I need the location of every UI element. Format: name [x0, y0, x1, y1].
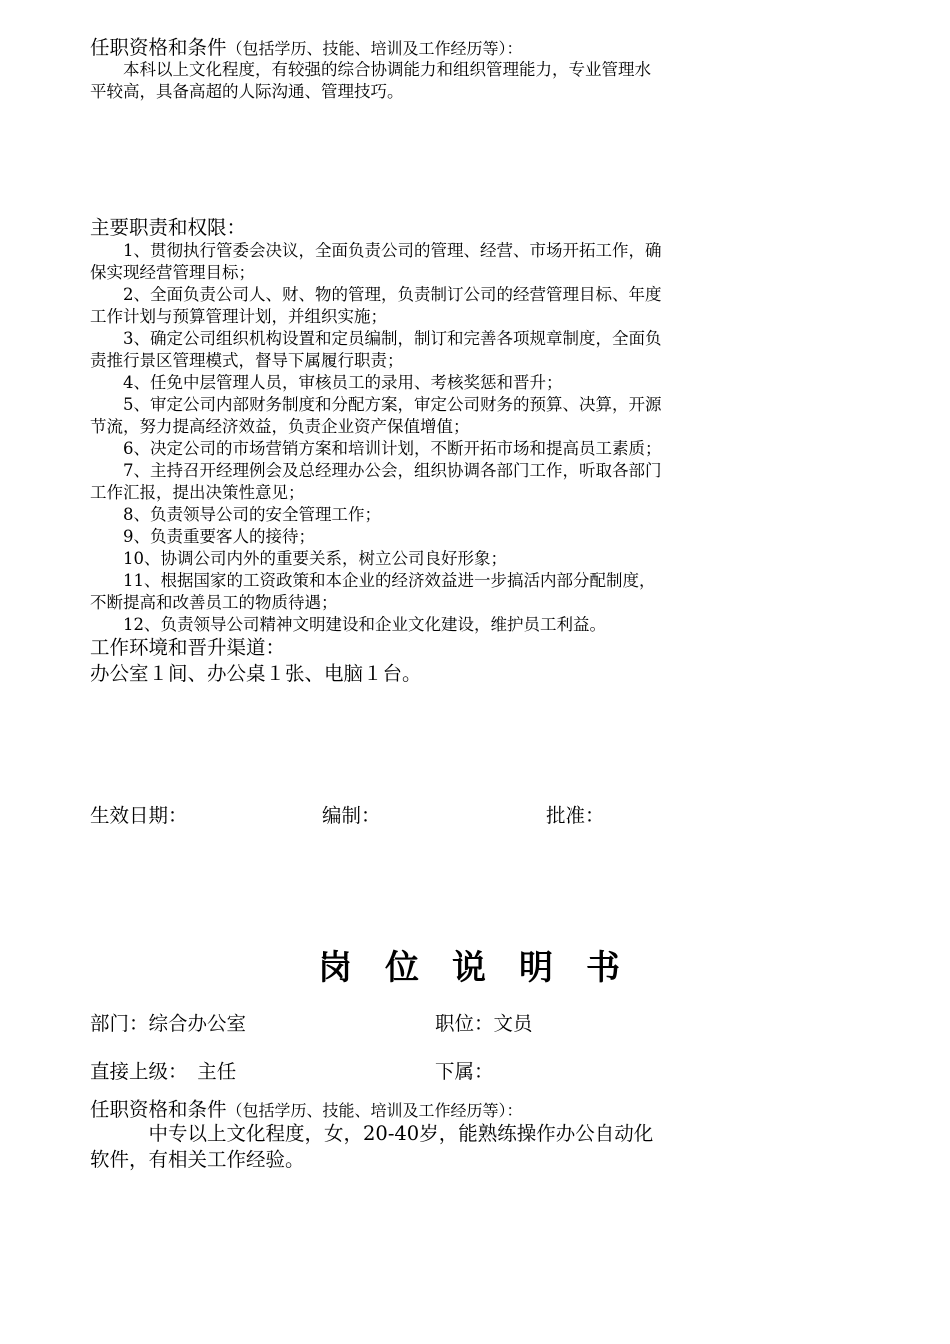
duty-line: 1、贯彻执行管委会决议，全面负责公司的管理、经营、市场开拓工作，确 — [90, 241, 662, 260]
duty-line: 11、根据国家的工资政策和本企业的经济效益进一步搞活内部分配制度， — [90, 571, 656, 590]
duty-line: 不断提高和改善员工的物质待遇； — [90, 593, 338, 612]
qualifications-2-line1: 中专以上文化程度，女，20-40岁，能熟练操作办公自动化 — [90, 1122, 654, 1145]
supervisor-field: 直接上级： 主任 — [90, 1060, 237, 1083]
duty-line: 2、全面负责公司人、财、物的管理，负责制订公司的经营管理目标、年度 — [90, 285, 662, 304]
effective-date-label: 生效日期： — [90, 804, 188, 827]
subordinate-field: 下属： — [435, 1060, 494, 1083]
duty-line: 责推行景区管理模式，督导下属履行职责； — [90, 351, 404, 370]
duties-heading: 主要职责和权限： — [90, 216, 247, 239]
document-title: 岗位说明书 — [318, 948, 653, 988]
duty-line: 工作计划与预算管理计划，并组织实施； — [90, 307, 387, 326]
environment-heading: 工作环境和晋升渠道： — [90, 636, 286, 659]
duty-line: 节流，努力提高经济效益，负责企业资产保值增值； — [90, 417, 470, 436]
qualifications-heading-2-note: （包括学历、技能、培训及工作经历等）： — [226, 1101, 523, 1120]
qualifications-heading-text: 任职资格和条件 — [90, 36, 227, 59]
environment-text: 办公室１间、办公桌１张、电脑１台。 — [90, 662, 422, 685]
duty-line: 5、审定公司内部财务制度和分配方案，审定公司财务的预算、决算，开源 — [90, 395, 662, 414]
qualifications-text-line1: 本科以上文化程度，有较强的综合协调能力和组织管理能力，专业管理水 — [90, 60, 651, 79]
duty-line: 12、负责领导公司精神文明建设和企业文化建设，维护员工利益。 — [90, 615, 606, 634]
duty-line: 7、主持召开经理例会及总经理办公会，组织协调各部门工作，听取各部门 — [90, 461, 662, 480]
qualifications-text-line2: 平较高，具备高超的人际沟通、管理技巧。 — [90, 82, 404, 101]
duty-line: 10、协调公司内外的重要关系，树立公司良好形象； — [90, 549, 507, 568]
qualifications-heading-2-text: 任职资格和条件 — [90, 1098, 227, 1121]
duty-line: 4、任免中层管理人员，审核员工的录用、考核奖惩和晋升； — [90, 373, 563, 392]
duty-line: 9、负责重要客人的接待； — [90, 527, 315, 546]
duty-line: 工作汇报，提出决策性意见； — [90, 483, 305, 502]
approved-by-label: 批准： — [546, 804, 605, 827]
duty-line: 6、决定公司的市场营销方案和培训计划，不断开拓市场和提高员工素质； — [90, 439, 662, 458]
duty-line: 8、负责领导公司的安全管理工作； — [90, 505, 381, 524]
duty-line: 保实现经营管理目标； — [90, 263, 255, 282]
qualifications-2-line2: 软件，有相关工作经验。 — [90, 1148, 305, 1171]
duty-line: 3、确定公司组织机构设置和定员编制，制订和完善各项规章制度，全面负 — [90, 329, 662, 348]
qualifications-heading — [90, 36, 523, 61]
qualifications-heading-note: （包括学历、技能、培训及工作经历等）： — [226, 39, 523, 58]
position-field: 职位：文员 — [435, 1012, 533, 1035]
compiled-by-label: 编制： — [322, 804, 381, 827]
department-field: 部门：综合办公室 — [90, 1012, 247, 1035]
